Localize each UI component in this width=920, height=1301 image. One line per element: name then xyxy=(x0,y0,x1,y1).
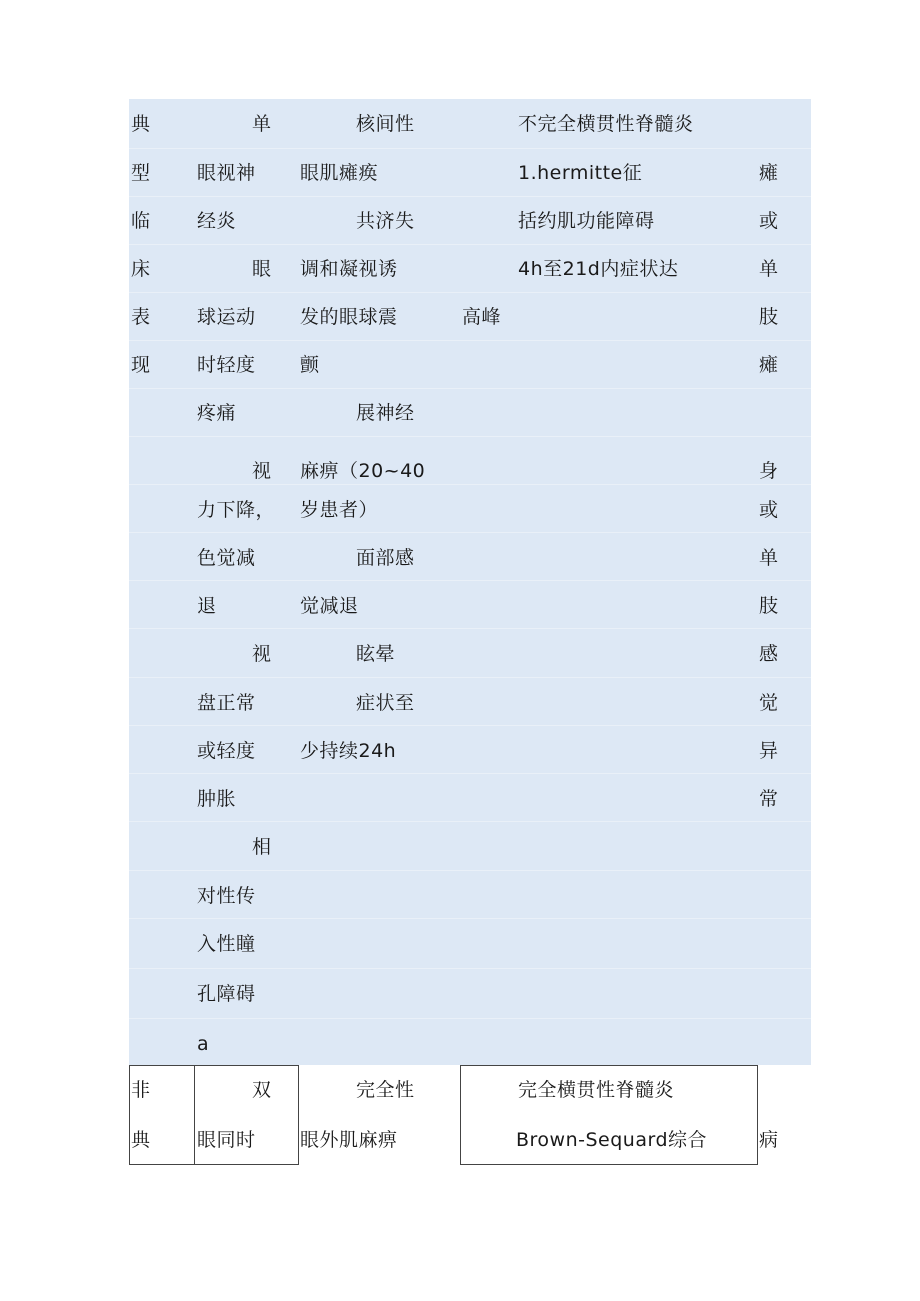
cell-text: 色觉减 xyxy=(197,547,256,569)
row-separator xyxy=(129,773,811,774)
cell-text: 退 xyxy=(197,595,217,617)
cell-text: 单 xyxy=(759,258,779,280)
cell-text: 眼肌瘫痪 xyxy=(300,162,379,184)
cell-text: 视 xyxy=(252,643,272,665)
cell-text: 高峰 xyxy=(462,306,502,328)
row-separator xyxy=(129,1018,811,1019)
atypical-cell-text: 完全横贯性脊髓炎 xyxy=(518,1079,675,1101)
cell-text: 入性瞳 xyxy=(197,933,256,955)
row-separator xyxy=(129,436,811,437)
atypical-cell-text: 典 xyxy=(131,1129,151,1151)
cell-text: 身 xyxy=(759,460,779,482)
cell-text: 单 xyxy=(252,113,272,135)
cell-text: 感 xyxy=(759,643,779,665)
cell-text: 典 xyxy=(131,113,151,135)
cell-text: 不完全横贯性脊髓炎 xyxy=(518,113,694,135)
row-separator xyxy=(129,388,811,389)
atypical-cell-text: 双 xyxy=(252,1079,272,1101)
cell-text: 肿胀 xyxy=(197,788,237,810)
cell-text: 单 xyxy=(759,547,779,569)
cell-text: 少持续24h xyxy=(300,740,397,762)
cell-text: 经炎 xyxy=(197,210,237,232)
cell-text: 括约肌功能障碍 xyxy=(518,210,655,232)
atypical-cell-text: 眼同时 xyxy=(197,1129,256,1151)
row-separator xyxy=(129,244,811,245)
row-separator xyxy=(129,148,811,149)
row-separator xyxy=(129,677,811,678)
row-separator xyxy=(129,918,811,919)
cell-text: 调和凝视诱 xyxy=(300,258,398,280)
cell-text: 或 xyxy=(759,499,779,521)
cell-text: 盘正常 xyxy=(197,692,256,714)
cell-text: a xyxy=(197,1033,210,1055)
cell-text: 觉减退 xyxy=(300,595,359,617)
cell-text: 现 xyxy=(131,354,151,376)
atypical-cell-text: 完全性 xyxy=(356,1079,415,1101)
atypical-cell-text: 眼外肌麻痹 xyxy=(300,1129,398,1151)
cell-text: 眼视神 xyxy=(197,162,256,184)
cell-text: 共济失 xyxy=(356,210,415,232)
cell-text: 视 xyxy=(252,460,272,482)
cell-text: 床 xyxy=(131,258,151,280)
cell-text: 异 xyxy=(759,740,779,762)
cell-text: 觉 xyxy=(759,692,779,714)
cell-text: 4h至21d内症状达 xyxy=(518,258,679,280)
cell-text: 相 xyxy=(252,836,272,858)
row-separator xyxy=(129,484,811,485)
cell-text: 症状至 xyxy=(356,692,415,714)
row-separator xyxy=(129,821,811,822)
cell-text: 眩晕 xyxy=(356,643,396,665)
cell-text: 或轻度 xyxy=(197,740,256,762)
atypical-cell-text: 非 xyxy=(131,1079,151,1101)
row-separator xyxy=(129,340,811,341)
cell-text: 瘫 xyxy=(759,162,779,184)
cell-text: 疼痛 xyxy=(197,402,237,424)
row-separator xyxy=(129,196,811,197)
cell-text: 瘫 xyxy=(759,354,779,376)
cell-text: 常 xyxy=(759,788,779,810)
cell-text: 核间性 xyxy=(356,113,415,135)
atypical-cell-text: Brown-Sequard综合 xyxy=(516,1129,708,1151)
row-separator xyxy=(129,580,811,581)
cell-text: 表 xyxy=(131,306,151,328)
cell-text: 时轻度 xyxy=(197,354,256,376)
cell-text: 肢 xyxy=(759,595,779,617)
cell-text: 孔障碍 xyxy=(197,983,256,1005)
row-separator xyxy=(129,870,811,871)
atypical-cell-text: 病 xyxy=(759,1129,779,1151)
row-separator xyxy=(129,532,811,533)
cell-text: 面部感 xyxy=(356,547,415,569)
cell-text: 球运动 xyxy=(197,306,256,328)
cell-text: 发的眼球震 xyxy=(300,306,398,328)
cell-text: 力下降， xyxy=(197,499,276,521)
cell-text: 麻痹（20~40 xyxy=(300,460,426,482)
row-separator xyxy=(129,292,811,293)
row-separator xyxy=(129,628,811,629)
cell-text: 型 xyxy=(131,162,151,184)
cell-text: 颤 xyxy=(300,354,320,376)
cell-text: 对性传 xyxy=(197,885,256,907)
cell-text: 眼 xyxy=(252,258,272,280)
cell-text: 展神经 xyxy=(356,402,415,424)
cell-text: 1.hermitte征 xyxy=(518,162,643,184)
cell-text: 岁患者） xyxy=(300,499,379,521)
cell-text: 临 xyxy=(131,210,151,232)
row-separator xyxy=(129,725,811,726)
cell-text: 或 xyxy=(759,210,779,232)
cell-text: 肢 xyxy=(759,306,779,328)
row-separator xyxy=(129,968,811,969)
